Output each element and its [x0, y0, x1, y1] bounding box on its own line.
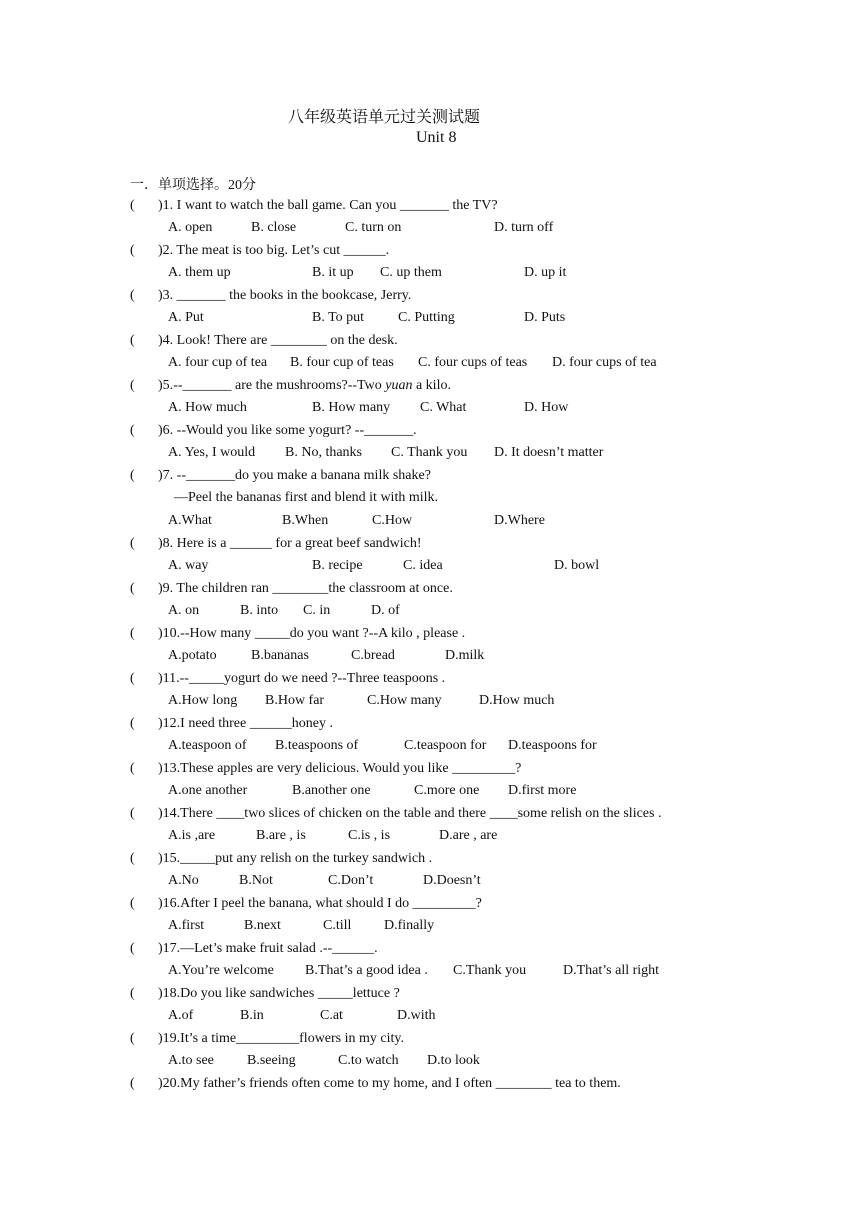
option-d[interactable]: D.Doesn’t	[423, 873, 481, 888]
option-b[interactable]: B.Not	[239, 873, 273, 888]
answer-blank-paren: (	[130, 896, 135, 911]
option-b[interactable]: B.seeing	[247, 1053, 296, 1068]
answer-blank-paren: (	[130, 288, 135, 303]
question-stem: )16.After I peel the banana, what should I do _________?	[158, 896, 482, 911]
option-c[interactable]: C. What	[420, 400, 467, 415]
option-a[interactable]: A. them up	[168, 265, 231, 280]
options-row	[0, 692, 860, 710]
option-d[interactable]: D.first more	[508, 783, 577, 798]
option-b[interactable]: B. close	[251, 220, 297, 235]
option-a[interactable]: A. open	[168, 220, 213, 235]
option-c[interactable]: C.How	[372, 513, 413, 528]
option-b[interactable]: B.teaspoons of	[275, 738, 359, 753]
page-title: 八年级英语单元过关测试题	[288, 109, 481, 126]
option-b[interactable]: B.another one	[292, 783, 371, 798]
option-a[interactable]: A. way	[168, 558, 209, 573]
option-b[interactable]: B.are , is	[256, 828, 306, 843]
answer-blank-paren: (	[130, 941, 135, 956]
option-d[interactable]: D.Where	[494, 513, 545, 528]
option-a[interactable]: A. Put	[168, 310, 204, 325]
option-c[interactable]: C.is , is	[348, 828, 391, 843]
answer-blank-paren: (	[130, 468, 135, 483]
options-row	[0, 399, 860, 417]
options-row	[0, 647, 860, 665]
option-b[interactable]: B. into	[240, 603, 279, 618]
option-d[interactable]: D. It doesn’t matter	[494, 445, 604, 460]
option-b[interactable]: B. it up	[312, 265, 354, 280]
options-row	[0, 872, 860, 890]
question-stem: )12.I need three ______honey .	[158, 716, 333, 731]
option-c[interactable]: C. four cups of teas	[418, 355, 528, 370]
answer-blank-paren: (	[130, 536, 135, 551]
question-stem: )3. _______ the books in the bookcase, Jerry.	[158, 288, 412, 303]
answer-blank-paren: (	[130, 806, 135, 821]
option-c[interactable]: C.more one	[414, 783, 480, 798]
option-b[interactable]: B.next	[244, 918, 281, 933]
option-c[interactable]: C.teaspoon for	[404, 738, 487, 753]
answer-blank-paren: (	[130, 761, 135, 776]
answer-blank-paren: (	[130, 716, 135, 731]
options-row	[0, 512, 860, 530]
question-stem: )17.—Let’s make fruit salad .--______.	[158, 941, 378, 956]
option-c[interactable]: C.Don’t	[328, 873, 374, 888]
option-d[interactable]: D.milk	[445, 648, 485, 663]
option-b[interactable]: B. To put	[312, 310, 365, 325]
option-b[interactable]: B.How far	[265, 693, 325, 708]
option-d[interactable]: D. turn off	[494, 220, 554, 235]
option-d[interactable]: D. Puts	[524, 310, 566, 325]
option-a[interactable]: A.You’re welcome	[168, 963, 274, 978]
answer-blank-paren: (	[130, 1031, 135, 1046]
option-a[interactable]: A.What	[168, 513, 212, 528]
question-stem: )4. Look! There are ________ on the desk.	[158, 333, 398, 348]
options-row	[0, 782, 860, 800]
option-d[interactable]: D. of	[371, 603, 400, 618]
option-d[interactable]: D.How much	[479, 693, 555, 708]
option-d[interactable]: D. up it	[524, 265, 567, 280]
options-row	[0, 557, 860, 575]
question-stem: )11.--_____yogurt do we need ?--Three teaspoons .	[158, 671, 446, 686]
section-heading: 一．单项选择。20分	[130, 178, 256, 193]
option-d[interactable]: D. How	[524, 400, 569, 415]
option-c[interactable]: C. up them	[380, 265, 442, 280]
option-a[interactable]: A.No	[168, 873, 199, 888]
option-d[interactable]: D.teaspoons for	[508, 738, 597, 753]
answer-blank-paren: (	[130, 198, 135, 213]
options-row	[0, 827, 860, 845]
question-stem: )7. --_______do you make a banana milk shake?	[158, 468, 431, 483]
answer-blank-paren: (	[130, 333, 135, 348]
options-row	[0, 1052, 860, 1070]
options-row	[0, 1007, 860, 1025]
options-row	[0, 444, 860, 462]
option-c[interactable]: C.How many	[367, 693, 442, 708]
question-stem: )10.--How many _____do you want ?--A kilo , please .	[158, 626, 466, 641]
question-stem: )5.--_______ are the mushrooms?--Two yuan a kilo.	[158, 378, 451, 393]
option-a[interactable]: A.of	[168, 1008, 194, 1023]
option-b[interactable]: B.in	[240, 1008, 264, 1023]
italic-word: yuan	[385, 378, 413, 393]
option-a[interactable]: A.one another	[168, 783, 248, 798]
answer-blank-paren: (	[130, 243, 135, 258]
options-row	[0, 917, 860, 935]
option-c[interactable]: C.to watch	[338, 1053, 399, 1068]
question-stem: )9. The children ran ________the classroom at once.	[158, 581, 453, 596]
question-stem: )8. Here is a ______ for a great beef sandwich!	[158, 536, 422, 551]
option-d[interactable]: D. bowl	[554, 558, 600, 573]
options-row	[0, 737, 860, 755]
options-row	[0, 602, 860, 620]
answer-blank-paren: (	[130, 626, 135, 641]
options-row	[0, 309, 860, 327]
option-b[interactable]: B. No, thanks	[285, 445, 362, 460]
option-c[interactable]: C.bread	[351, 648, 395, 663]
answer-blank-paren: (	[130, 378, 135, 393]
option-c[interactable]: C. in	[303, 603, 331, 618]
option-b[interactable]: B.That’s a good idea .	[305, 963, 428, 978]
answer-blank-paren: (	[130, 1076, 135, 1091]
option-d[interactable]: D.That’s all right	[563, 963, 660, 978]
option-d[interactable]: D.finally	[384, 918, 435, 933]
answer-blank-paren: (	[130, 986, 135, 1001]
option-a[interactable]: A.potato	[168, 648, 217, 663]
option-c[interactable]: C. idea	[403, 558, 443, 573]
options-row	[0, 219, 860, 237]
option-a[interactable]: A. on	[168, 603, 200, 618]
option-c[interactable]: C. Thank you	[391, 445, 468, 460]
answer-blank-paren: (	[130, 581, 135, 596]
options-row	[0, 962, 860, 980]
page-subtitle: Unit 8	[416, 129, 457, 146]
question-stem: )20.My father’s friends often come to my home, and I often ________ tea to them.	[158, 1076, 621, 1091]
question-stem: )6. --Would you like some yogurt? --_______.	[158, 423, 417, 438]
option-a[interactable]: A.teaspoon of	[168, 738, 247, 753]
option-c[interactable]: C.Thank you	[453, 963, 527, 978]
option-d[interactable]: D.with	[397, 1008, 436, 1023]
question-stem: )18.Do you like sandwiches _____lettuce ?	[158, 986, 400, 1001]
option-a[interactable]: A.first	[168, 918, 205, 933]
question-stem: )2. The meat is too big. Let’s cut ______.	[158, 243, 390, 258]
question-stem: )1. I want to watch the ball game. Can you _______ the TV?	[158, 198, 498, 213]
option-b[interactable]: B.When	[282, 513, 329, 528]
option-c[interactable]: C. turn on	[345, 220, 402, 235]
option-a[interactable]: A.is ,are	[168, 828, 216, 843]
question-stem: )19.It’s a time_________flowers in my city.	[158, 1031, 404, 1046]
question-stem: )14.There ____two slices of chicken on the table and there ____some relish on the slices .	[158, 806, 662, 821]
option-c[interactable]: C.till	[323, 918, 352, 933]
option-a[interactable]: A.How long	[168, 693, 238, 708]
option-c[interactable]: C. Putting	[398, 310, 455, 325]
answer-blank-paren: (	[130, 423, 135, 438]
option-a[interactable]: A.to see	[168, 1053, 214, 1068]
question-continuation: —Peel the bananas first and blend it with milk.	[174, 490, 439, 505]
option-d[interactable]: D. four cups of tea	[552, 355, 657, 370]
question-stem: )13.These apples are very delicious. Would you like _________?	[158, 761, 522, 776]
options-row	[0, 264, 860, 282]
option-b[interactable]: B. How many	[312, 400, 391, 415]
question-stem: )15._____put any relish on the turkey sandwich .	[158, 851, 433, 866]
option-b[interactable]: B.bananas	[251, 648, 309, 663]
option-a[interactable]: A. How much	[168, 400, 247, 415]
answer-blank-paren: (	[130, 671, 135, 686]
option-b[interactable]: B. recipe	[312, 558, 363, 573]
option-b[interactable]: B. four cup of teas	[290, 355, 394, 370]
option-a[interactable]: A. four cup of tea	[168, 355, 268, 370]
option-d[interactable]: D.are , are	[439, 828, 498, 843]
options-row	[0, 354, 860, 372]
option-c[interactable]: C.at	[320, 1008, 343, 1023]
option-d[interactable]: D.to look	[427, 1053, 480, 1068]
answer-blank-paren: (	[130, 851, 135, 866]
option-a[interactable]: A. Yes, I would	[168, 445, 256, 460]
